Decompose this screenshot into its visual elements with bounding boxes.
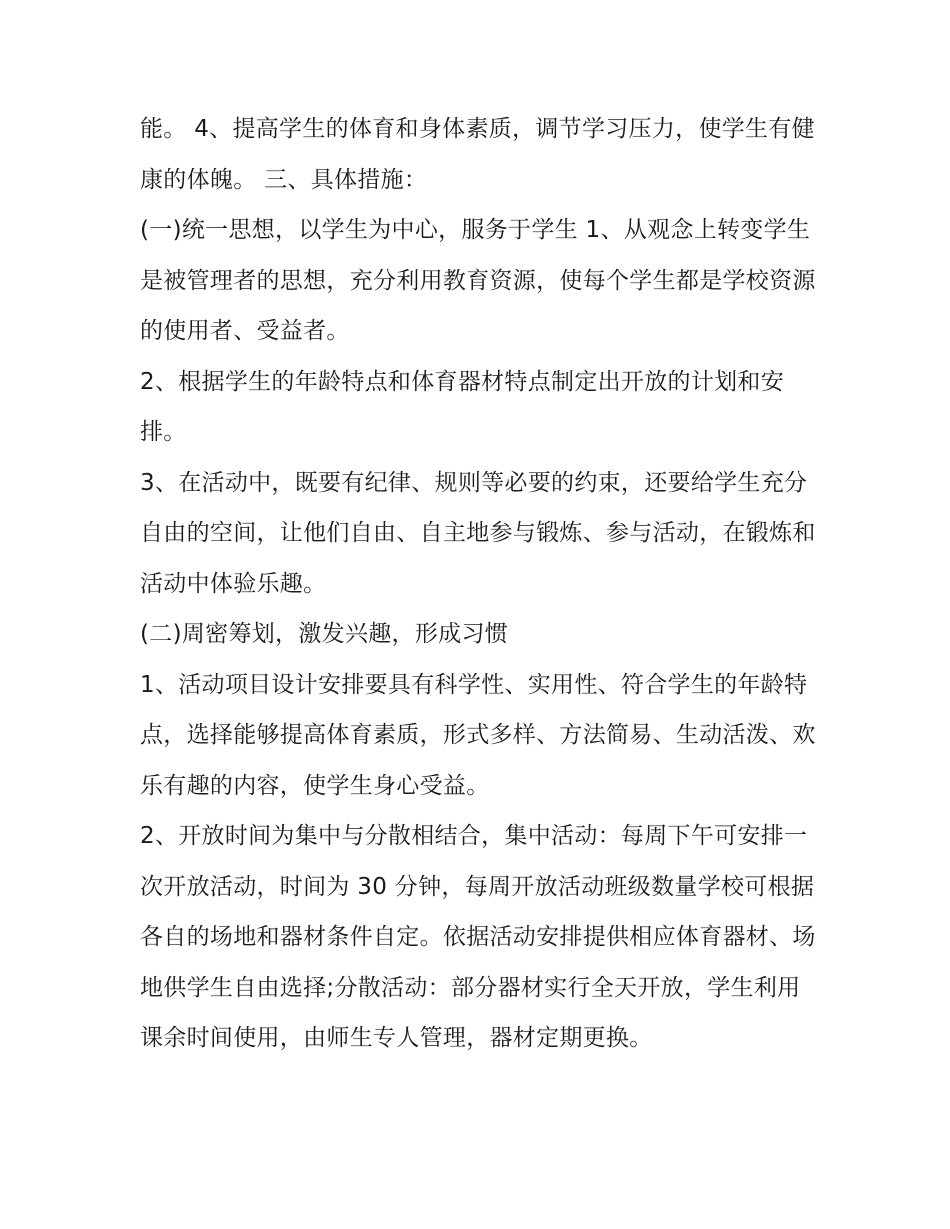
paragraph-goal-4-and-measures-heading: 能。 4、提高学生的体育和身体素质，调节学习压力，使学生有健康的体魄。 三、具体措施： (140, 116, 815, 193)
paragraph-section-1-unify-thinking: (一)统一思想，以学生为中心，服务于学生 1、从观念上转变学生是被管理者的思想，充分利用教育资源，使每个学生都是学校资源的使用者、受益者。 (140, 217, 816, 344)
paragraph-item-2-plan: 2、根据学生的年龄特点和体育器材特点制定出开放的计划和安排。 (140, 368, 785, 445)
paragraph-item-3-freedom: 3、在活动中，既要有纪律、规则等必要的约束，还要给学生充分自由的空间，让他们自由、自主地参与锻炼、参与活动，在锻炼和活动中体验乐趣。 (140, 469, 816, 597)
paragraph-item-1-activity-design: 1、活动项目设计安排要具有科学性、实用性、符合学生的年龄特点，选择能够提高体育素质，形式多样、方法简易、生动活泼、欢乐有趣的内容，使学生身心受益。 (140, 671, 816, 799)
paragraph-section-2-heading: (二)周密筹划，激发兴趣，形成习惯 (140, 621, 509, 647)
document-body (140, 104, 820, 1064)
paragraph-item-2-opening-time: 2、开放时间为集中与分散相结合，集中活动：每周下午可安排一次开放活动，时间为 30 分钟，每周开放活动班级数量学校可根据各自的场地和器材条件自定。依据活动安排提供相应体育器材、场地供学生自由选择;分散活动：部分器材实行全天开放，学生利用课余时间使用，由师生专人管理，器材定期更换。 (140, 823, 816, 1051)
